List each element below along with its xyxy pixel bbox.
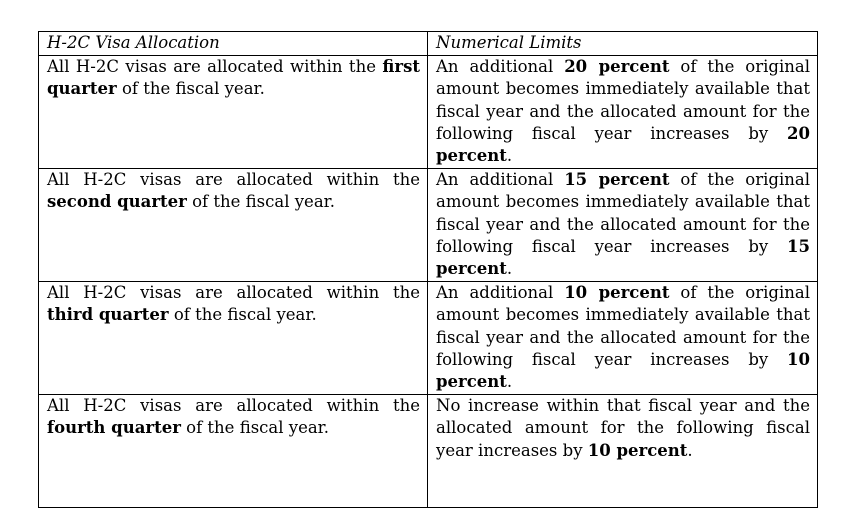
table-row [39,56,818,169]
numerical-limit-cell: An additional 10 percent of the original amount becomes immediately available that fiscal year and the allocated amount for the following fiscal year increases by 10 percent. [428,282,818,395]
numerical-limit-cell: An additional 15 percent of the original amount becomes immediately available that fiscal year and the allocated amount for the following fiscal year increases by 15 percent. [428,169,818,282]
header-allocation: H-2C Visa Allocation [39,32,428,56]
table-row [39,395,818,508]
numerical-limit-cell: An additional 20 percent of the original amount becomes immediately available that fiscal year and the allocated amount for the following fiscal year increases by 20 percent. [428,56,818,169]
table-row [39,169,818,282]
table-row [39,282,818,395]
allocation-cell: All H-2C visas are allocated within the fourth quarter of the fiscal year. [39,395,428,508]
header-numerical-limits: Numerical Limits [428,32,818,56]
numerical-limit-cell: No increase within that fiscal year and the allocated amount for the following fiscal year increases by 10 percent. [428,395,818,508]
allocation-cell: All H-2C visas are allocated within the third quarter of the fiscal year. [39,282,428,395]
visa-allocation-table [38,31,818,508]
allocation-cell: All H-2C visas are allocated within the second quarter of the fiscal year. [39,169,428,282]
header-row [39,32,818,56]
allocation-cell: All H-2C visas are allocated within the first quarter of the fiscal year. [39,56,428,169]
